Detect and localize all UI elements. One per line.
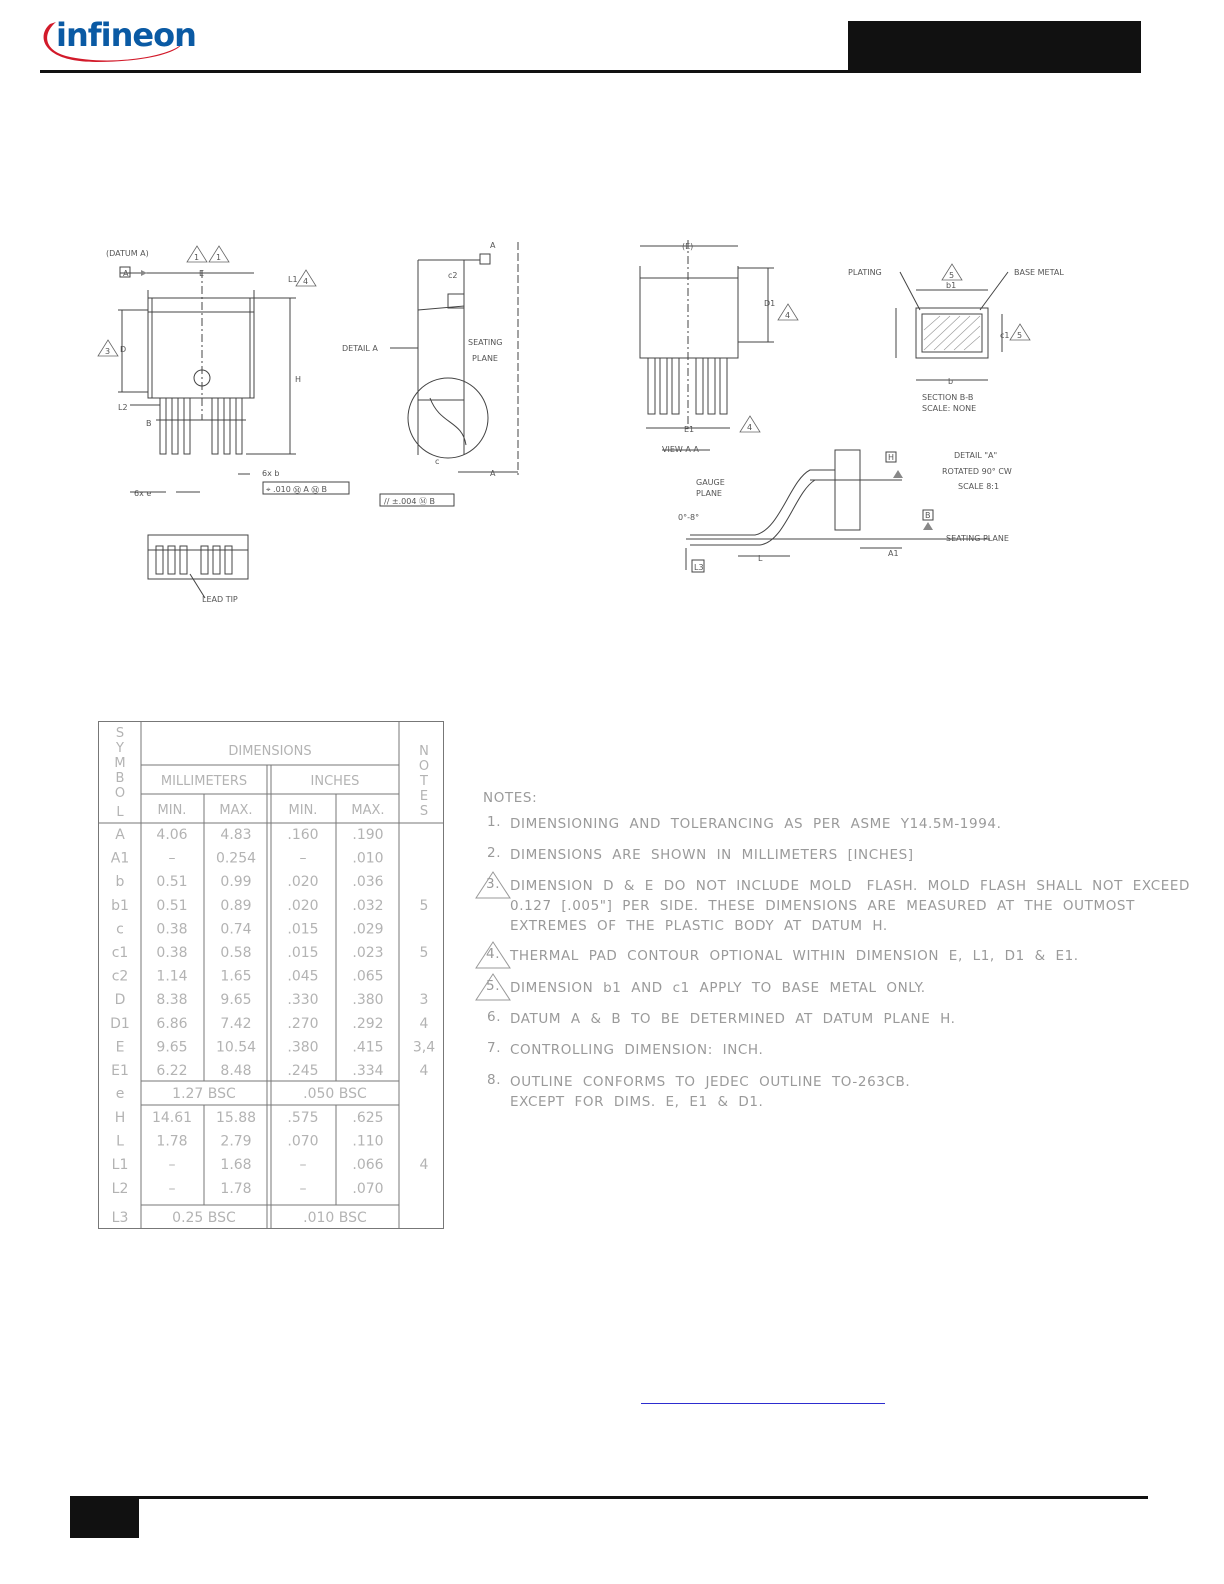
table-cell-in-bsc: .010 BSC (303, 1210, 367, 1226)
table-cell-note: 3,4 (412, 1039, 436, 1056)
label-lead-tip: LEAD TIP (202, 595, 238, 604)
notes-title: NOTES: (483, 790, 538, 806)
table-cell-mm-max: 0.99 (220, 874, 252, 891)
table-cell-symbol: L2 (111, 1180, 129, 1197)
in-max-header: MAX. (351, 803, 385, 818)
label-6x-b: 6x b (262, 469, 280, 478)
label-l2: L2 (118, 403, 128, 412)
table-cell-symbol: H (114, 1110, 126, 1126)
table-cell-mm-min: – (168, 1180, 176, 1197)
footer-block (70, 1496, 139, 1538)
hyperlink-underline[interactable] (641, 1403, 885, 1404)
table-cell-symbol: L (116, 1133, 124, 1150)
table-cell-mm-max: 0.74 (220, 921, 252, 938)
label-angle: 0°-8° (678, 513, 700, 522)
table-cell-mm-min: 0.51 (156, 897, 188, 914)
package-outline-drawing (90, 230, 1140, 620)
label-base-metal: BASE METAL (1014, 268, 1064, 277)
notes-header-e: E (419, 789, 429, 804)
footer-rule (70, 1496, 1148, 1499)
table-cell-in-min: .015 (287, 921, 319, 938)
table-cell-note: 4 (419, 1063, 429, 1079)
triangle-note-4b: 4 (785, 311, 791, 320)
note-text: THERMAL PAD CONTOUR OPTIONAL WITHIN DIMENSION E, L1, D1 & E1. (510, 948, 1079, 964)
table-cell-mm-min: – (168, 1157, 176, 1174)
infineon-logo (36, 6, 196, 68)
label-seating-1: SEATING (468, 338, 503, 347)
table-cell-mm-max: 9.65 (220, 992, 252, 1009)
table-cell-in-max: .625 (352, 1110, 384, 1126)
logo-text: infineon (56, 16, 196, 54)
label-position-tolerance: ⌖ .010 Ⓜ A Ⓜ B (266, 485, 327, 494)
table-cell-in-min: .245 (287, 1063, 319, 1079)
table-cell-mm-min: 9.65 (156, 1039, 188, 1056)
table-cell-in-max: .023 (352, 945, 384, 961)
symbol-header-b: B (115, 771, 125, 786)
table-cell-symbol: E1 (111, 1063, 129, 1079)
mm-max-header: MAX. (219, 803, 253, 818)
table-cell-symbol: e (115, 1086, 125, 1102)
table-cell-in-max: .032 (352, 897, 384, 914)
note-text: DATUM A & B TO BE DETERMINED AT DATUM PLANE H. (510, 1011, 956, 1027)
table-cell-in-min: .020 (287, 897, 319, 914)
dimensions-header: DIMENSIONS (228, 744, 312, 759)
table-cell-symbol: A1 (110, 850, 130, 867)
table-cell-mm-max: 1.65 (220, 968, 252, 985)
table-cell-mm-min: 14.61 (151, 1110, 193, 1126)
label-e1: E1 (684, 425, 695, 434)
note-text: DIMENSION b1 AND c1 APPLY TO BASE METAL ONLY. (510, 980, 926, 996)
table-cell-symbol: c1 (111, 945, 129, 961)
table-cell-in-min: .380 (287, 1039, 319, 1056)
label-b-box: B (925, 511, 931, 520)
table-cell-mm-max: 8.48 (220, 1063, 252, 1079)
label-a-box: A (123, 269, 129, 278)
table-cell-in-min: .575 (287, 1110, 319, 1126)
table-cell-mm-min: 6.22 (156, 1063, 188, 1079)
note-text: DIMENSIONS ARE SHOWN IN MILLIMETERS [INCHES] (510, 847, 914, 863)
table-cell-note: 4 (419, 1015, 429, 1032)
label-d: D (120, 345, 127, 354)
table-cell-mm-min: 0.51 (156, 874, 188, 891)
table-cell-mm-max: 0.89 (220, 897, 252, 914)
table-cell-mm-max: 0.254 (215, 850, 257, 867)
triangle-note-3: 3 (105, 347, 111, 356)
table-cell-symbol: D1 (110, 1015, 130, 1032)
dimensions-table-svg (98, 721, 444, 1229)
table-cell-in-min: – (299, 1157, 307, 1174)
table-cell-mm-min: 1.14 (156, 968, 188, 985)
label-l-box: L3 (694, 563, 704, 572)
in-min-header: MIN. (288, 803, 318, 818)
label-c: c (435, 457, 440, 466)
label-rotated: ROTATED 90° CW (942, 467, 1012, 476)
label-seating-plane: SEATING PLANE (946, 534, 1009, 543)
note-number: 8. (487, 1072, 502, 1088)
table-cell-mm-min: 8.38 (156, 992, 188, 1009)
table-cell-in-min: .070 (287, 1133, 319, 1150)
table-cell-mm-max: 15.88 (215, 1110, 257, 1126)
table-cell-symbol: E (115, 1039, 125, 1056)
table-cell-mm-max: 1.68 (220, 1157, 252, 1174)
table-cell-in-min: – (299, 1180, 307, 1197)
label-b: B (146, 419, 152, 428)
label-h-box: H (888, 453, 895, 462)
label-6x-e: 6x e (134, 489, 152, 498)
symbol-header-l: L (116, 805, 124, 820)
header-block (848, 21, 1141, 73)
mm-min-header: MIN. (157, 803, 187, 818)
label-a-top: A (490, 241, 496, 250)
table-cell-in-max: .190 (352, 827, 384, 843)
note-number: 4. (486, 946, 501, 962)
table-cell-mm-min: 1.78 (156, 1133, 188, 1150)
table-cell-symbol: b1 (111, 897, 129, 914)
table-cell-in-max: .334 (352, 1063, 384, 1079)
table-cell-in-max: .010 (352, 850, 384, 867)
label-b-section: b (948, 377, 954, 386)
table-cell-mm-min: – (168, 850, 176, 867)
label-gauge-1: GAUGE (696, 478, 725, 487)
table-cell-in-max: .415 (352, 1039, 384, 1056)
table-cell-mm-bsc: 1.27 BSC (172, 1086, 236, 1102)
table-cell-note: 5 (419, 897, 429, 914)
table-cell-note: 3 (419, 992, 429, 1009)
table-cell-mm-max: 7.42 (220, 1015, 252, 1032)
symbol-header-m: M (114, 756, 126, 771)
table-cell-symbol: A (115, 827, 125, 843)
note-number: 3. (486, 876, 501, 892)
label-detail-a: DETAIL A (342, 344, 378, 353)
triangle-note-4a: 4 (303, 277, 309, 286)
table-cell-note: 4 (419, 1157, 429, 1174)
table-cell-in-max: .380 (352, 992, 384, 1009)
table-cell-symbol: c2 (111, 968, 129, 985)
label-e: E (199, 269, 205, 278)
triangle-note-1: 1 (194, 253, 200, 262)
table-cell-mm-max: 1.78 (220, 1180, 252, 1197)
label-l1: L1 (288, 275, 298, 284)
triangle-note-4c: 4 (747, 423, 753, 432)
table-cell-in-max: .029 (352, 921, 384, 938)
label-datum-a: (DATUM A) (106, 249, 149, 258)
millimeters-header: MILLIMETERS (160, 774, 248, 789)
table-cell-mm-max: 4.83 (220, 827, 252, 843)
note-text: DIMENSIONING AND TOLERANCING AS PER ASME Y14.5M-1994. (510, 816, 1002, 832)
table-cell-note: 5 (419, 945, 429, 961)
notes-header-t: T (420, 774, 428, 789)
table-cell-mm-bsc: 0.25 BSC (172, 1210, 236, 1226)
table-cell-mm-max: 10.54 (215, 1039, 257, 1056)
triangle-note-5b: 5 (1017, 331, 1023, 340)
table-cell-in-min: .015 (287, 945, 319, 961)
table-cell-mm-min: 6.86 (156, 1015, 188, 1032)
table-cell-in-max: .065 (352, 968, 384, 985)
note-number: 1. (487, 814, 502, 830)
label-c1: c1 (1000, 331, 1010, 340)
notes-header-o: O (418, 759, 430, 774)
table-cell-in-bsc: .050 BSC (303, 1086, 367, 1102)
label-a1: A1 (888, 549, 899, 558)
package-drawing-svg (90, 230, 1140, 620)
label-d1: D1 (764, 299, 776, 308)
notes-header-s: S (419, 804, 429, 819)
table-cell-in-min: .160 (287, 827, 319, 843)
label-l: L (758, 554, 763, 563)
label-b1: b1 (946, 281, 957, 290)
triangle-note-1b: 1 (216, 253, 222, 262)
table-cell-mm-min: 4.06 (156, 827, 188, 843)
label-a-bottom: A (490, 469, 496, 478)
note-number: 6. (487, 1009, 502, 1025)
label-view-aa: VIEW A-A (662, 445, 699, 454)
symbol-header-y: Y (116, 741, 124, 756)
table-cell-mm-max: 0.58 (220, 945, 252, 961)
label-h: H (295, 375, 302, 384)
table-cell-symbol: b (115, 874, 125, 891)
table-cell-symbol: D (114, 992, 126, 1009)
note-text: CONTROLLING DIMENSION: INCH. (510, 1042, 764, 1058)
label-gauge-2: PLANE (696, 489, 722, 498)
table-cell-in-max: .070 (352, 1180, 384, 1197)
table-cell-mm-min: 0.38 (156, 921, 188, 938)
table-cell-in-max: .292 (352, 1015, 384, 1032)
label-seating-2: PLANE (472, 354, 498, 363)
note-number: 7. (487, 1040, 502, 1056)
table-cell-in-min: .330 (287, 992, 319, 1009)
table-cell-symbol: L1 (111, 1157, 129, 1174)
label-scale: SCALE 8:1 (958, 482, 1000, 491)
table-cell-in-min: – (299, 850, 307, 867)
table-cell-mm-min: 0.38 (156, 945, 188, 961)
note-number: 5. (486, 978, 501, 994)
table-cell-in-max: .110 (352, 1133, 384, 1150)
symbol-header-o: O (114, 786, 126, 801)
note-number: 2. (487, 845, 502, 861)
table-cell-in-max: .036 (352, 874, 384, 891)
triangle-note-5a: 5 (949, 271, 955, 280)
notes-header-n: N (419, 744, 429, 759)
label-parallel-tolerance: // ±.004 Ⓜ B (384, 497, 436, 506)
note-text: OUTLINE CONFORMS TO JEDEC OUTLINE TO-263CB. EXCEPT FOR DIMS. E, E1 & D1. (510, 1074, 911, 1110)
label-section-bb: SECTION B-B (922, 393, 974, 402)
label-detail-a-title: DETAIL "A" (954, 451, 998, 460)
table-rows (110, 827, 435, 1226)
label-c2: c2 (448, 271, 458, 280)
table-cell-symbol: c (116, 921, 124, 938)
inches-header: INCHES (310, 774, 360, 789)
table-cell-in-max: .066 (352, 1157, 384, 1174)
label-plating: PLATING (848, 268, 882, 277)
note-text: DIMENSION D & E DO NOT INCLUDE MOLD FLASH. MOLD FLASH SHALL NOT EXCEED 0.127 [.005"] PER SIDE. THESE DIMENSIONS ARE MEASURED AT THE OUTMOST EXTREMES OF THE PLASTIC BODY AT DATUM H. (510, 878, 1190, 934)
table-cell-in-min: .045 (287, 968, 319, 985)
table-cell-in-min: .270 (287, 1015, 319, 1032)
symbol-header-s: S (115, 726, 125, 741)
table-cell-symbol: L3 (111, 1210, 129, 1226)
table-cell-mm-max: 2.79 (220, 1133, 252, 1150)
table-cell-in-min: .020 (287, 874, 319, 891)
label-e-paren: (E) (682, 242, 694, 251)
dimensions-table (98, 721, 444, 1229)
label-scale-none: SCALE: NONE (922, 404, 977, 413)
